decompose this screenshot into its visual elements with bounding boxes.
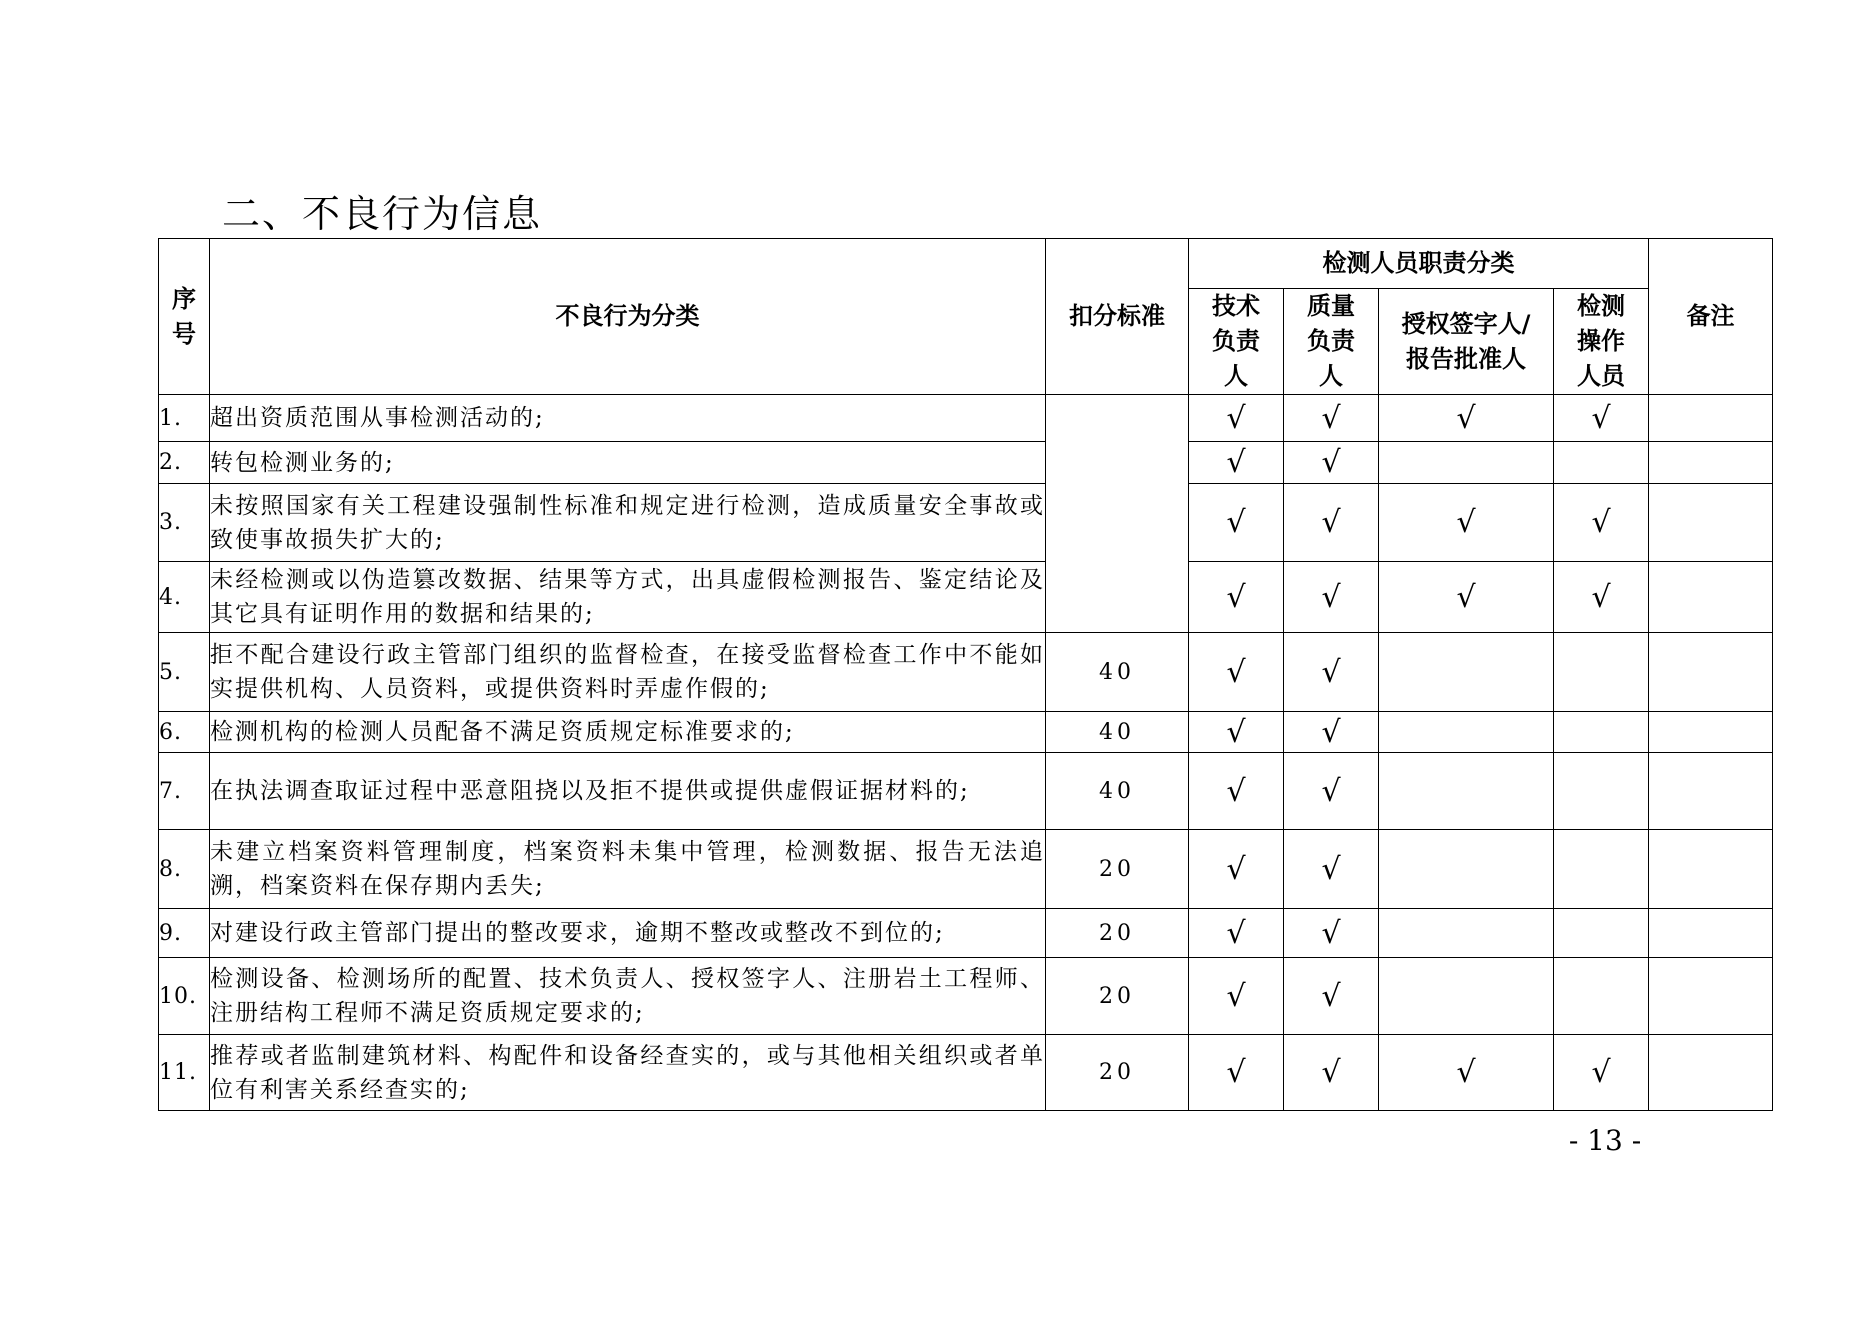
table-row (159, 909, 1773, 958)
row-description: 未建立档案资料管理制度，档案资料未集中管理，检测数据、报告无法追溯，档案资料在保存期内丢失; (210, 830, 1046, 909)
header-roles-group: 检测人员职责分类 (1189, 239, 1649, 289)
table-row (159, 442, 1773, 484)
row-description: 拒不配合建设行政主管部门组织的监督检查，在接受监督检查工作中不能如实提供机构、人员资料，或提供资料时弄虚作假的; (210, 633, 1046, 712)
row-description: 超出资质范围从事检测活动的; (210, 395, 1046, 442)
row-description: 检测设备、检测场所的配置、技术负责人、授权签字人、注册岩土工程师、注册结构工程师不满足资质规定要求的; (210, 958, 1046, 1035)
row-score: 20 (1046, 1035, 1189, 1111)
row-seq: 10. (159, 958, 210, 1035)
check-mark: √ (1189, 484, 1284, 562)
check-mark: √ (1189, 712, 1284, 753)
header-role-signatory: 授权签字人/ 报告批准人 (1379, 289, 1554, 395)
check-mark: √ (1189, 395, 1284, 442)
table-row (159, 958, 1773, 1035)
row-remark (1649, 958, 1773, 1035)
check-mark: √ (1284, 712, 1379, 753)
header-role-tech-lead: 技术 负责 人 (1189, 289, 1284, 395)
row-remark (1649, 633, 1773, 712)
check-mark: √ (1189, 633, 1284, 712)
header-score: 扣分标准 (1046, 239, 1189, 395)
check-mark: √ (1189, 753, 1284, 830)
check-mark: √ (1189, 909, 1284, 958)
page-number: - 13 - (1568, 1124, 1642, 1157)
row-description: 未经检测或以伪造篡改数据、结果等方式，出具虚假检测报告、鉴定结论及其它具有证明作用的数据和结果的; (210, 562, 1046, 633)
row-score: 20 (1046, 909, 1189, 958)
check-mark (1554, 753, 1649, 830)
header-role-quality-lead: 质量 负责 人 (1284, 289, 1379, 395)
table-row (159, 484, 1773, 562)
row-seq: 9. (159, 909, 210, 958)
check-mark (1554, 633, 1649, 712)
row-seq: 7. (159, 753, 210, 830)
check-mark: √ (1284, 562, 1379, 633)
check-mark (1554, 830, 1649, 909)
row-score: 20 (1046, 830, 1189, 909)
row-remark (1649, 562, 1773, 633)
row-seq: 6. (159, 712, 210, 753)
row-score: 40 (1046, 712, 1189, 753)
row-remark (1649, 395, 1773, 442)
row-seq: 5. (159, 633, 210, 712)
header-seq: 序 号 (159, 239, 210, 395)
merged-score-criterion (1046, 395, 1189, 633)
table-row (159, 395, 1773, 442)
check-mark: √ (1284, 1035, 1379, 1111)
row-score: 20 (1046, 958, 1189, 1035)
check-mark (1379, 442, 1554, 484)
table-row (159, 633, 1773, 712)
check-mark: √ (1189, 562, 1284, 633)
row-description: 推荐或者监制建筑材料、构配件和设备经查实的，或与其他相关组织或者单位有利害关系经查实的; (210, 1035, 1046, 1111)
check-mark: √ (1284, 395, 1379, 442)
row-description: 对建设行政主管部门提出的整改要求，逾期不整改或整改不到位的; (210, 909, 1046, 958)
row-seq: 1. (159, 395, 210, 442)
table-row (159, 562, 1773, 633)
table-row (159, 712, 1773, 753)
check-mark: √ (1284, 442, 1379, 484)
misconduct-table (158, 238, 1773, 1111)
table-row (159, 753, 1773, 830)
check-mark: √ (1284, 633, 1379, 712)
row-description: 在执法调查取证过程中恶意阻挠以及拒不提供或提供虚假证据材料的; (210, 753, 1046, 830)
check-mark (1554, 442, 1649, 484)
check-mark: √ (1189, 958, 1284, 1035)
table-row (159, 830, 1773, 909)
check-mark (1379, 909, 1554, 958)
check-mark (1554, 712, 1649, 753)
check-mark: √ (1379, 484, 1554, 562)
check-mark: √ (1554, 562, 1649, 633)
row-remark (1649, 484, 1773, 562)
check-mark (1379, 753, 1554, 830)
check-mark: √ (1284, 753, 1379, 830)
check-mark (1379, 958, 1554, 1035)
check-mark: √ (1189, 830, 1284, 909)
row-description: 转包检测业务的; (210, 442, 1046, 484)
row-seq: 4. (159, 562, 210, 633)
check-mark (1379, 712, 1554, 753)
header-role-operator: 检测 操作 人员 (1554, 289, 1649, 395)
header-remark: 备注 (1649, 239, 1773, 395)
check-mark: √ (1379, 1035, 1554, 1111)
row-remark (1649, 1035, 1773, 1111)
row-remark (1649, 712, 1773, 753)
row-seq: 2. (159, 442, 210, 484)
row-seq: 11. (159, 1035, 210, 1111)
check-mark (1379, 633, 1554, 712)
row-description: 检测机构的检测人员配备不满足资质规定标准要求的; (210, 712, 1046, 753)
table-row (159, 1035, 1773, 1111)
section-title: 二、不良行为信息 (222, 192, 543, 236)
check-mark: √ (1554, 484, 1649, 562)
check-mark (1379, 830, 1554, 909)
check-mark: √ (1284, 484, 1379, 562)
row-score: 40 (1046, 633, 1189, 712)
header-category: 不良行为分类 (210, 239, 1046, 395)
check-mark: √ (1379, 395, 1554, 442)
row-remark (1649, 753, 1773, 830)
check-mark (1554, 958, 1649, 1035)
check-mark: √ (1284, 909, 1379, 958)
row-remark (1649, 442, 1773, 484)
check-mark (1554, 909, 1649, 958)
check-mark: √ (1379, 562, 1554, 633)
row-seq: 3. (159, 484, 210, 562)
check-mark: √ (1284, 958, 1379, 1035)
row-seq: 8. (159, 830, 210, 909)
check-mark: √ (1554, 395, 1649, 442)
row-remark (1649, 830, 1773, 909)
row-score: 40 (1046, 753, 1189, 830)
row-description: 未按照国家有关工程建设强制性标准和规定进行检测，造成质量安全事故或致使事故损失扩大的; (210, 484, 1046, 562)
check-mark: √ (1554, 1035, 1649, 1111)
check-mark: √ (1189, 1035, 1284, 1111)
check-mark: √ (1189, 442, 1284, 484)
row-remark (1649, 909, 1773, 958)
check-mark: √ (1284, 830, 1379, 909)
